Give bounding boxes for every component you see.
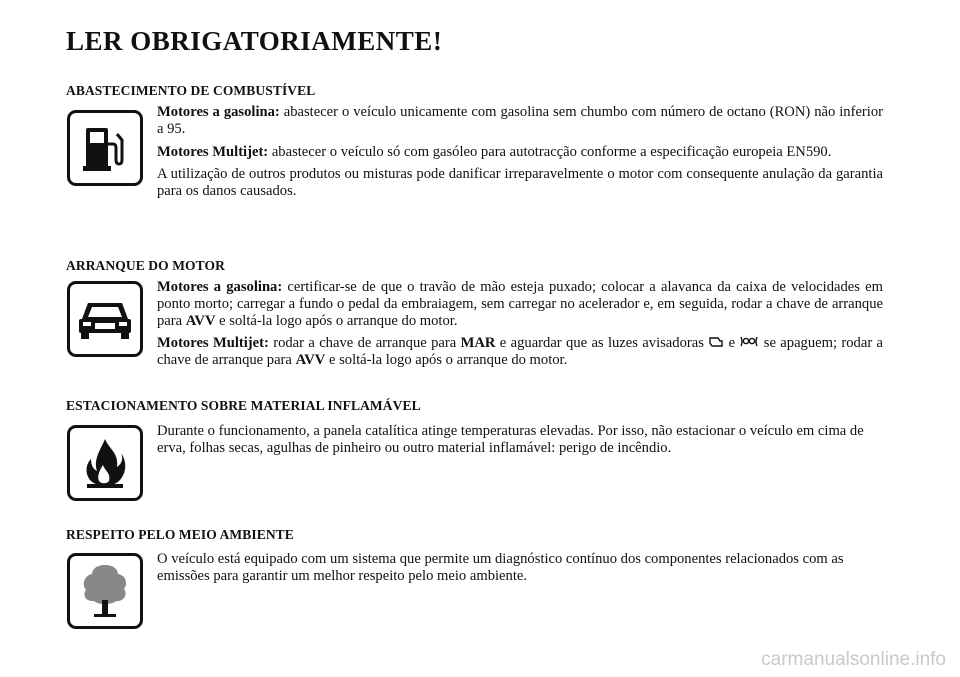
fuel-text-multijet: abastecer o veículo só com gasóleo para autotracção conforme a especificação europeia EN590. — [268, 143, 832, 160]
fuel-paragraph-warning — [157, 166, 883, 200]
environment-text — [157, 551, 883, 591]
tree-icon — [80, 562, 130, 620]
engine-start-lead-petrol: Motores a gasolina: — [157, 279, 283, 295]
engine-start-text-multijet-d: e soltá-la logo após o arranque do motor. — [325, 352, 568, 369]
fuel-paragraph-petrol — [157, 104, 883, 138]
environment-paragraph — [157, 551, 883, 585]
engine-start-text-petrol-a: certificar-se de que o travão de mão esteja puxado; colocar a alavanca da caixa de velocidades em ponto morto; carregar a fundo o pedal da embraiagem, sem carregar no acelerador e, em seguida, rodar a chave de arranque para — [157, 279, 883, 329]
engine-start-paragraph-multijet — [157, 335, 883, 369]
car-icon — [76, 297, 134, 341]
engine-start-text-petrol-b: e soltá-la logo após o arranque do motor. — [215, 312, 458, 329]
engine-start-text-multijet-c: se apaguem; rodar a chave de arranque para — [157, 335, 884, 369]
fuel-lead-petrol: Motores a gasolina: — [157, 104, 280, 120]
fuel-pump-icon — [80, 122, 130, 174]
fuel-text-warning: A utilização de outros produtos ou misturas pode danificar irreparavelmente o motor com consequente anulação da garantia para os danos causados. — [157, 166, 883, 200]
page-title: LER OBRIGATORIAMENTE! — [66, 26, 443, 56]
environment-text-body: O veículo está equipado com um sistema que permite um diagnóstico contínuo dos componentes relacionados com as emissões para garantir um melhor respeito pelo meio ambiente. — [157, 551, 844, 584]
engine-start-lead-multijet: Motores Multijet: — [157, 335, 269, 352]
engine-fault-warning-icon — [708, 335, 724, 348]
section-heading-environment: RESPEITO PELO MEIO AMBIENTE — [66, 527, 294, 542]
engine-start-paragraph-petrol — [157, 279, 883, 329]
flame-icon-box — [67, 425, 143, 501]
section-heading-engine-start: ARRANQUE DO MOTOR — [66, 258, 225, 273]
fuel-lead-multijet: Motores Multijet: — [157, 143, 269, 160]
flame-icon — [83, 437, 127, 489]
section-heading-fuel: ABASTECIMENTO DE COMBUSTÍVEL — [66, 83, 316, 98]
flammable-text-body: Durante o funcionamento, a panela catalítica atinge temperaturas elevadas. Por isso, não estacionar o veículo em cima de erva, folhas secas, agulhas de pinheiro ou outro material inflamável: perigo de incêndio. — [157, 423, 864, 456]
watermark: carmanualsonline.info — [761, 649, 946, 670]
key-position-avv: AVV — [185, 312, 216, 329]
car-icon-box — [67, 281, 143, 357]
section-heading-flammable: ESTACIONAMENTO SOBRE MATERIAL INFLAMÁVEL — [66, 398, 421, 413]
engine-start-text-multijet-and: e — [724, 335, 740, 352]
flammable-text — [157, 423, 883, 463]
fuel-paragraph-multijet — [157, 144, 883, 161]
glow-plug-warning-icon — [739, 335, 759, 348]
engine-start-text — [157, 279, 883, 375]
fuel-icon-box — [67, 110, 143, 186]
engine-start-text-multijet-a: rodar a chave de arranque para — [268, 335, 461, 352]
fuel-text — [157, 104, 883, 206]
key-position-avv-2: AVV — [295, 352, 326, 369]
flammable-paragraph — [157, 423, 883, 457]
tree-icon-box — [67, 553, 143, 629]
key-position-mar: MAR — [460, 335, 496, 352]
fuel-text-petrol: abastecer o veículo unicamente com gasolina sem chumbo com número de octano (RON) não inferior a 95. — [157, 104, 883, 137]
engine-start-text-multijet-b: e aguardar que as luzes avisadoras — [495, 335, 709, 352]
